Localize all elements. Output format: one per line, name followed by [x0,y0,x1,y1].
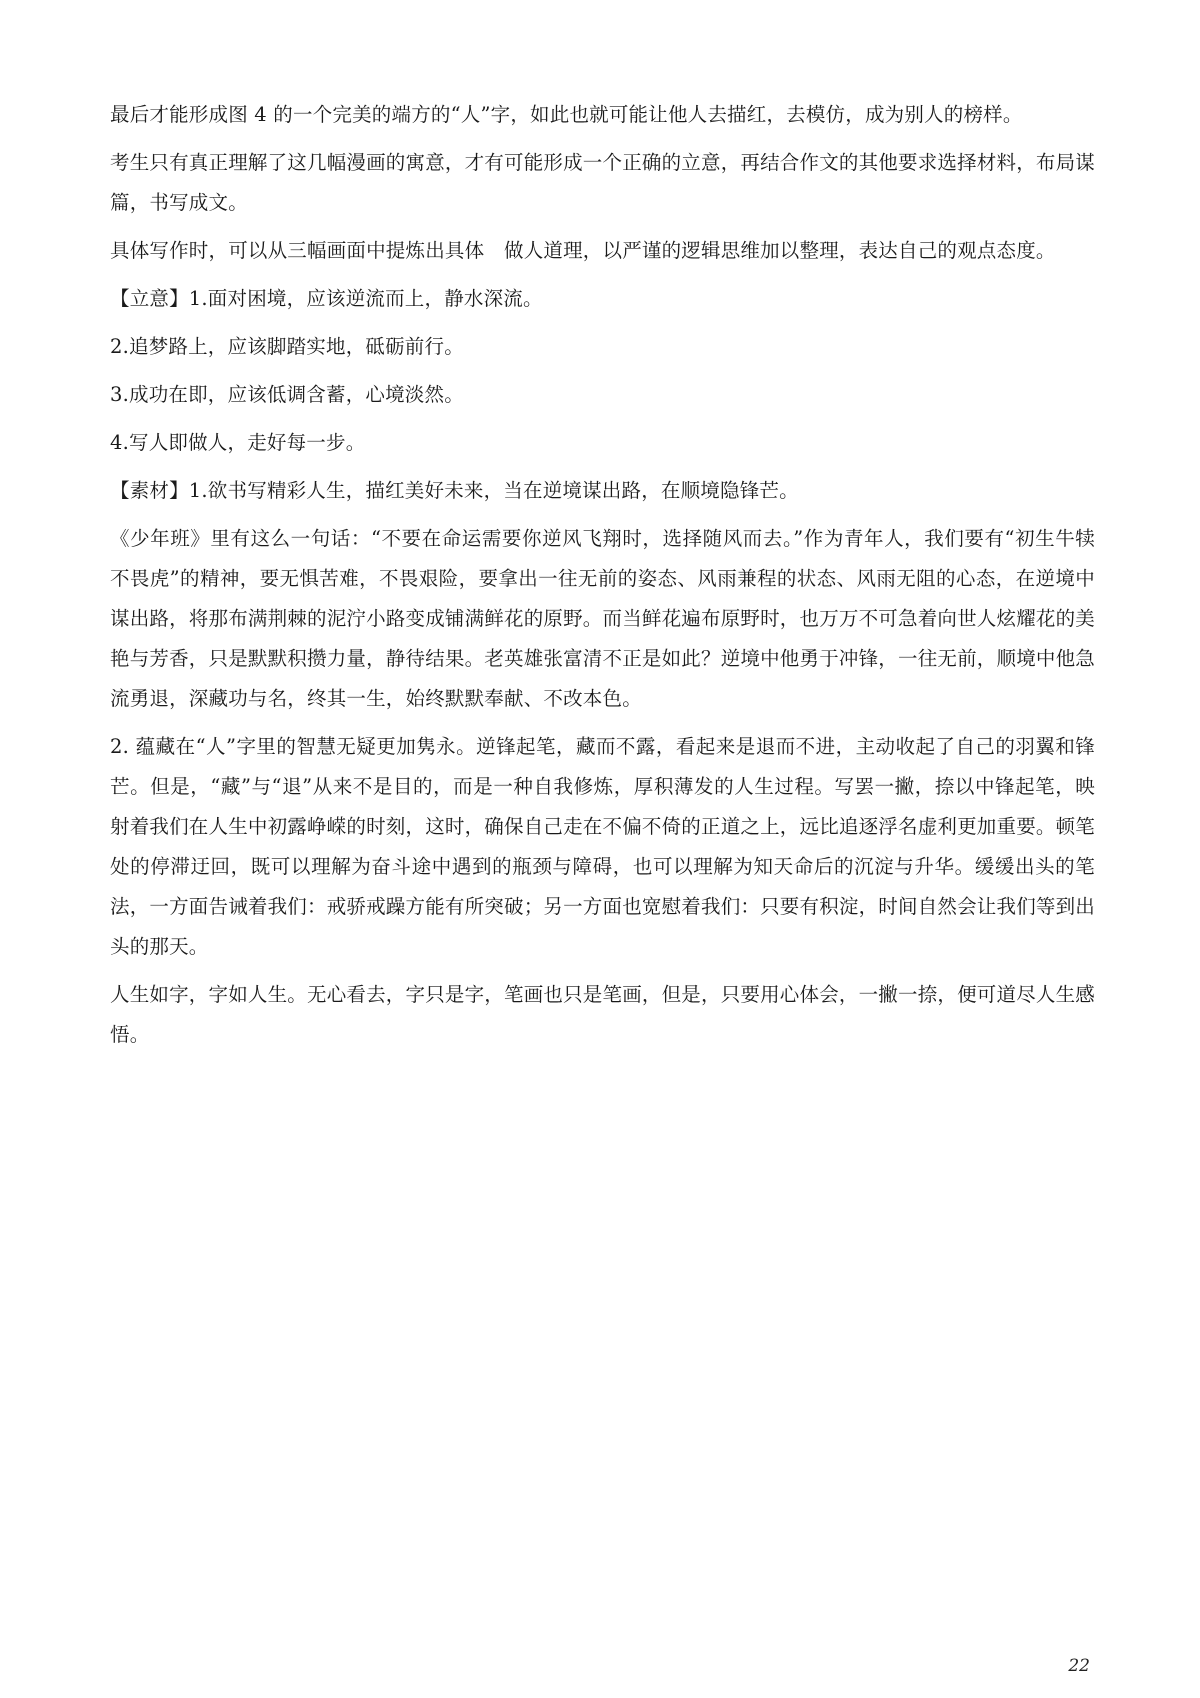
paragraph-material-1: 《少年班》里有这么一句话：“不要在命运需要你逆风飞翔时，选择随风而去。”作为青年人，我们要有“初生牛犊不畏虎”的精神，要无惧苦难，不畏艰险，要拿出一往无前的姿态、风雨兼程的状态、风雨无阻的心态，在逆境中谋出路，将那布满荆棘的泥泞小路变成铺满鲜花的原野。而当鲜花遍布原野时，也万万不可急着向世人炫耀花的美艳与芳香，只是默默积攒力量，静待结果。老英雄张富清不正是如此？逆境中他勇于冲锋，一往无前，顺境中他急流勇退，深藏功与名，终其一生，始终默默奉献、不改本色。 [110,527,1096,710]
paragraph-intro-3: 具体写作时，可以从三幅画面中提炼出具体 做人道理，以严谨的逻辑思维加以整理，表达自己的观点态度。 [110,239,1056,262]
paragraph-thesis-3: 3.成功在即，应该低调含蓄，心境淡然。 [110,383,464,406]
paragraph-intro-1: 最后才能形成图 4 的一个完美的端方的“人”字，如此也就可能让他人去描红，去模仿，成为别人的榜样。 [110,103,1023,126]
paragraph-thesis-2: 2.追梦路上，应该脚踏实地，砥砺前行。 [110,335,464,358]
paragraph-thesis-1: 【立意】1.面对困境，应该逆流而上，静水深流。 [110,287,543,310]
paragraph-conclusion: 人生如字，字如人生。无心看去，字只是字，笔画也只是笔画，但是，只要用心体会，一撇一捺，便可道尽人生感悟。 [110,983,1096,1046]
paragraph-material-heading: 【素材】1.欲书写精彩人生，描红美好未来，当在逆境谋出路，在顺境隐锋芒。 [110,479,799,502]
paragraph-material-2: 2. 蕴藏在“人”字里的智慧无疑更加隽永。逆锋起笔，藏而不露，看起来是退而不进，主动收起了自己的羽翼和锋芒。但是，“藏”与“退”从来不是目的，而是一种自我修炼，厚积薄发的人生过程。写罢一撇，捺以中锋起笔，映射着我们在人生中初露峥嵘的时刻，这时，确保自己走在不偏不倚的正道之上，远比追逐浮名虚利更加重要。顿笔处的停滞迂回，既可以理解为奋斗途中遇到的瓶颈与障碍，也可以理解为知天命后的沉淀与升华。缓缓出头的笔法，一方面告诫着我们：戒骄戒躁方能有所突破；另一方面也宽慰着我们：只要有积淀，时间自然会让我们等到出头的那天。 [110,735,1096,958]
document-body [110,95,1095,1063]
paragraph-intro-2: 考生只有真正理解了这几幅漫画的寓意，才有可能形成一个正确的立意，再结合作文的其他要求选择材料，布局谋篇，书写成文。 [110,151,1096,214]
paragraph-thesis-4: 4.写人即做人，走好每一步。 [110,431,366,454]
page-number: 22 [1068,1656,1090,1676]
